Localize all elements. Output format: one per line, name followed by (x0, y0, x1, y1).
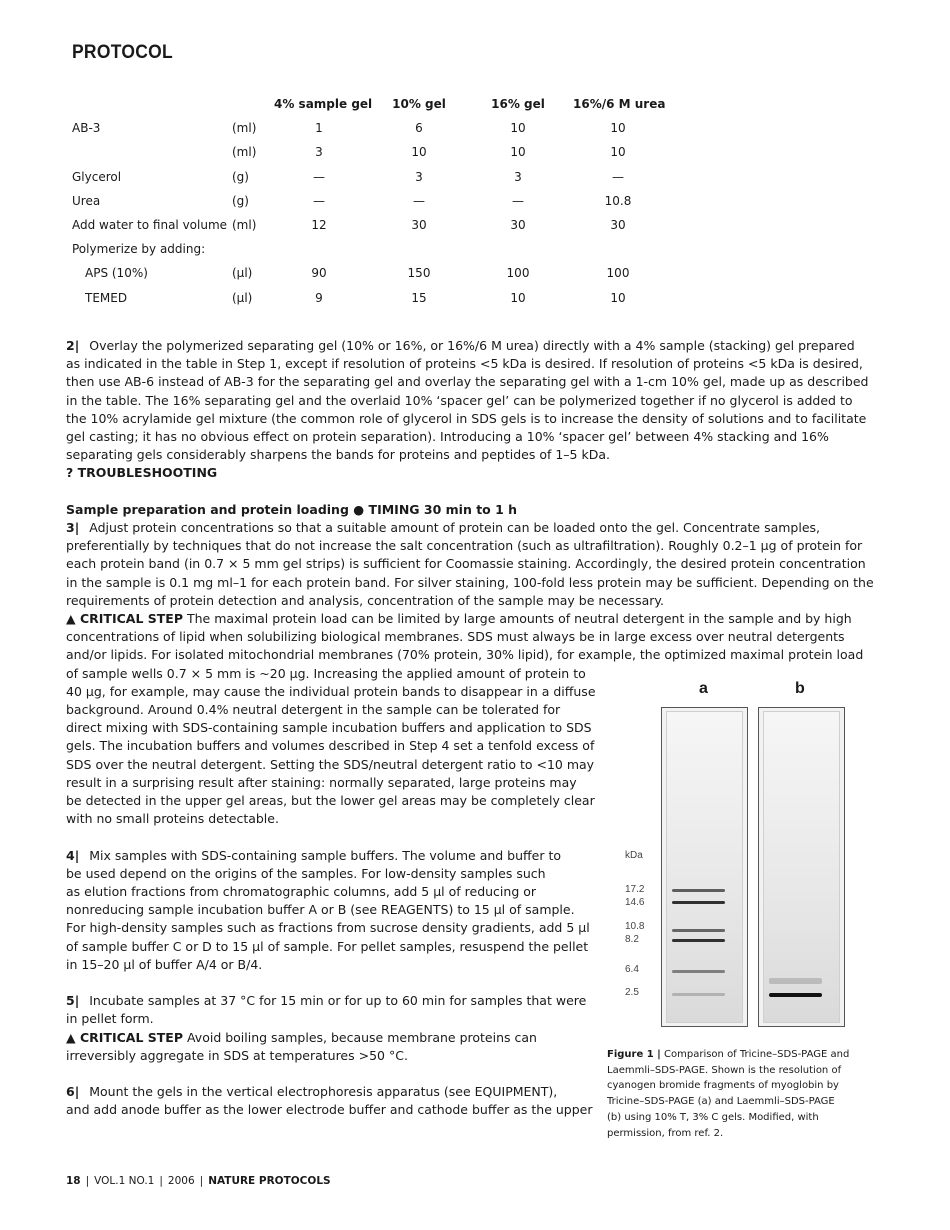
row-unit: (µl) (232, 290, 253, 305)
critical-step-label: ▲ CRITICAL STEP (66, 611, 183, 627)
row-unit: (µl) (232, 266, 253, 281)
table-cell: 10 (610, 290, 626, 305)
col-header: 10% gel (392, 97, 446, 111)
gel-band (672, 929, 725, 932)
text-line: and/or lipids. For isolated mitochondrial membranes (70% protein, 30% lipid), for example, the optimized maximal protein load (66, 647, 864, 663)
col-header: 16% gel (491, 97, 545, 111)
table-row (72, 116, 692, 140)
text-line: in the table. The 16% separating gel and the overlaid 10% ‘spacer gel’ can be polymerized together if no glycerol is added to (66, 392, 853, 408)
text-line: of sample buffer C or D to 15 µl of sample. For pellet samples, resuspend the pellet (66, 938, 589, 954)
text-line: For high-density samples such as fractions from sucrose density gradients, add 5 µl (66, 920, 590, 936)
table-cell: — (512, 193, 524, 208)
gel-lane-a (661, 707, 748, 1027)
table-cell: 10 (610, 121, 626, 136)
critical-step-label: ▲ CRITICAL STEP (66, 1029, 183, 1045)
step-number: 2| (66, 338, 80, 353)
text-line: separating gels considerably sharpens the bands for proteins and peptides of 1–5 kDa. (66, 447, 610, 463)
page-number: 18 (66, 1175, 81, 1187)
text-line: ▲ CRITICAL STEP The maximal protein load can be limited by large amounts of neutral detergent in the sample and by high (66, 611, 852, 627)
volume-info: VOL.1 NO.1 (94, 1175, 155, 1187)
table-cell: 12 (311, 217, 327, 232)
marker-label: 17.2 (625, 884, 645, 895)
section-header: PROTOCOL (72, 42, 173, 63)
marker-label: 10.8 (625, 921, 645, 932)
table-cell: 3 (514, 169, 522, 184)
table-cell: — (313, 193, 325, 208)
row-label: Polymerize by adding: (72, 242, 206, 257)
table-row (72, 261, 692, 285)
marker-label: 6.4 (625, 964, 639, 975)
page-footer: 18 | VOL.1 NO.1 | 2006 | NATURE PROTOCOLS (66, 1175, 331, 1187)
text-line: gels. The incubation buffers and volumes described in Step 4 set a tenfold excess of (66, 738, 595, 754)
table-cell: 10 (610, 145, 626, 160)
row-label: AB-3 (72, 121, 101, 136)
text-line: be detected in the upper gel areas, but the lower gel areas may be completely clear (66, 793, 595, 809)
text-line: preferentially by techniques that do not increase the salt concentration (such as ultrafiltration). Roughly 0.2–1 µg of protein for (66, 538, 863, 554)
table-cell: 90 (311, 266, 327, 281)
table-cell: 150 (407, 266, 431, 281)
gel-band (769, 978, 822, 984)
table-cell: — (413, 193, 425, 208)
table-cell: 30 (610, 217, 626, 232)
marker-label: 8.2 (625, 934, 639, 945)
table-cell: 100 (506, 266, 530, 281)
lane-label-b: b (795, 680, 805, 697)
row-unit: (ml) (232, 217, 257, 232)
table-row (72, 286, 692, 310)
table-cell: 10 (510, 121, 526, 136)
table-row (72, 213, 692, 237)
text-line: 6| Mount the gels in the vertical electrophoresis apparatus (see EQUIPMENT), (66, 1084, 558, 1100)
col-header: 16%/6 M urea (573, 97, 666, 111)
gel-band (672, 939, 725, 942)
section-heading: Sample preparation and protein loading ● TIMING 30 min to 1 h (66, 501, 518, 517)
figure-caption: Figure 1 | Comparison of Tricine–SDS-PAGE and Laemmli–SDS-PAGE. Shown is the resolution of cyanogen bromide fragments of myoglobin by Tricine–SDS-PAGE (a) and Laemmli–SDS-PAGE (b) using 10% T, 3% C gels. Modified, with permission, from ref. 2. (607, 1049, 850, 1139)
table-row (72, 189, 692, 213)
text-line: with no small proteins detectable. (66, 811, 279, 827)
table-cell: 10.8 (604, 193, 632, 208)
text-line: be used depend on the origins of the samples. For low-density samples such (66, 865, 546, 881)
text-line: direct mixing with SDS-containing sample incubation buffers and application to SDS (66, 720, 592, 736)
text-line: 4| Mix samples with SDS-containing sample buffers. The volume and buffer to (66, 847, 562, 863)
text-line: each protein band (in 0.7 × 5 mm gel strips) is sufficient for Coomassie staining. Accordingly, the desired protein concentration (66, 556, 866, 572)
kda-unit-label: kDa (625, 850, 643, 861)
table-cell: — (313, 169, 325, 184)
text-line: then use AB-6 instead of AB-3 for the separating gel and overlay the separating gel with a 1-cm 10% gel, made up as described (66, 374, 869, 390)
text-line: 2| Overlay the polymerized separating gel (10% or 16%, or 16%/6 M urea) directly with a 4% sample (stacking) gel prepared (66, 338, 855, 353)
row-label: Urea (72, 193, 101, 208)
troubleshooting-link[interactable]: ? TROUBLESHOOTING (66, 465, 218, 481)
row-unit: (ml) (232, 121, 257, 136)
step-number: 6| (66, 1084, 80, 1100)
table-header-row (72, 92, 692, 116)
row-label: Glycerol (72, 169, 122, 184)
col-header: 4% sample gel (274, 97, 373, 111)
gel-band (769, 993, 822, 997)
table-cell: — (612, 169, 624, 184)
marker-label: 2.5 (625, 987, 639, 998)
text-line: as elution fractions from chromatographic columns, add 5 µl of reducing or (66, 884, 537, 900)
step-number: 3| (66, 520, 80, 536)
table-cell: 30 (411, 217, 427, 232)
text-line: in 15–20 µl of buffer A/4 or B/4. (66, 956, 263, 972)
table-cell: 100 (606, 266, 630, 281)
gel-band (672, 970, 725, 973)
table-cell: 3 (315, 145, 323, 160)
text-line: 40 µg, for example, may cause the individual protein bands to disappear in a diffuse (66, 683, 596, 699)
table-row (72, 237, 692, 261)
lane-label-a: a (699, 680, 708, 697)
gel-band (672, 901, 725, 904)
text-line: the 10% acrylamide gel mixture (the common role of glycerol in SDS gels is to increase the density of solutions and to facilitate (66, 410, 867, 426)
text-line: of sample wells 0.7 × 5 mm is ~20 µg. Increasing the applied amount of protein to (66, 665, 586, 681)
text-line: and add anode buffer as the lower electrode buffer and cathode buffer as the upper (66, 1102, 593, 1118)
text-line: background. Around 0.4% neutral detergent in the sample can be tolerated for (66, 702, 561, 718)
timing-bullet-icon: ● (353, 501, 365, 517)
step-number: 4| (66, 847, 80, 863)
table-row (72, 140, 692, 164)
gel-recipe-table (72, 92, 692, 310)
row-label: TEMED (85, 290, 128, 305)
text-line: result in a surprising result after staining: normally separated, large proteins may (66, 774, 577, 790)
table-cell: 15 (411, 290, 427, 305)
row-label: APS (10%) (85, 266, 148, 281)
gel-band (672, 993, 725, 996)
row-unit: (g) (232, 193, 249, 208)
text-line: requirements of protein detection and analysis, concentration of the sample may be necessary. (66, 592, 664, 608)
row-unit: (ml) (232, 145, 257, 160)
table-cell: 9 (315, 290, 323, 305)
text-line: nonreducing sample incubation buffer A or B (see REAGENTS) to 15 µl of sample. (66, 902, 575, 918)
gel-band (672, 889, 725, 892)
table-cell: 10 (411, 145, 427, 160)
marker-label: 14.6 (625, 897, 645, 908)
table-cell: 3 (415, 169, 423, 184)
text-line: SDS over the neutral detergent. Setting the SDS/neutral detergent ratio to <10 may (66, 756, 595, 772)
text-line: concentrations of lipid when solubilizing biological membranes. SDS must always be in large excess over neutral detergents (66, 629, 845, 645)
table-cell: 30 (510, 217, 526, 232)
figure-1 (605, 680, 865, 1140)
gel-lane-b (758, 707, 845, 1027)
step-number: 5| (66, 993, 80, 1009)
table-cell: 1 (315, 121, 323, 136)
year: 2006 (167, 1175, 195, 1187)
table-row (72, 165, 692, 189)
text-line: in pellet form. (66, 1011, 154, 1027)
journal-name: NATURE PROTOCOLS (208, 1175, 331, 1187)
table-cell: 6 (415, 121, 423, 136)
text-line: ▲ CRITICAL STEP Avoid boiling samples, because membrane proteins can (66, 1029, 537, 1045)
table-cell: 10 (510, 145, 526, 160)
row-label: Add water to final volume (72, 217, 228, 232)
row-unit: (g) (232, 169, 249, 184)
caption-label: Figure 1 | (607, 1049, 661, 1060)
text-line: irreversibly aggregate in SDS at temperatures >50 °C. (66, 1047, 408, 1063)
text-line: gel casting; it has no obvious effect on protein separation). Introducing a 10% ‘spacer gel’ between 4% stacking and 16% (66, 429, 829, 445)
text-line: as indicated in the table in Step 1, except if resolution of proteins <5 kDa is desired. If resolution of proteins <5 kDa is desired, (66, 356, 863, 372)
text-line: 3| Adjust protein concentrations so that a suitable amount of protein can be loaded onto the gel. Concentrate samples, (66, 520, 821, 536)
text-line: in the sample is 0.1 mg ml–1 for each protein band. For silver staining, 100-fold less protein may be sufficient. Depending on the (66, 574, 874, 590)
text-line: 5| Incubate samples at 37 °C for 15 min or for up to 60 min for samples that were (66, 993, 587, 1009)
table-cell: 10 (510, 290, 526, 305)
